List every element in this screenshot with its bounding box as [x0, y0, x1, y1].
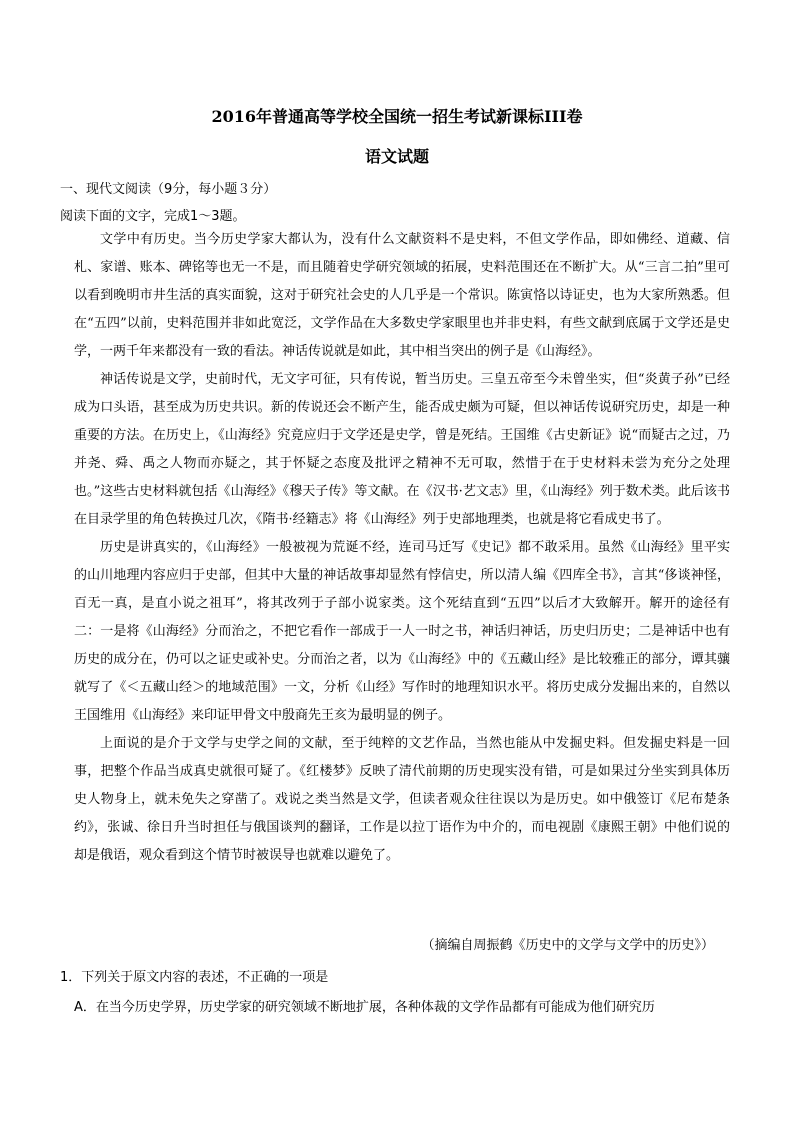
passage-paragraph: 神话传说是文学，史前时代，无文字可征，只有传说，暂当历史。三皇五帝至今未曾坐实，但“炎黄子孙”已经成为口头语，甚至成为历史共识。新的传说还会不断产生，能否成史颇为可疑，但以神话传说研究历史，却是一种重要的方法。在历史上，《山海经》究竟应归于文学还是史学，曾是死结。王国维《古史新证》说“而疑古之过，乃并尧、舜、禹之人物而亦疑之，其于怀疑之态度及批评之精神不无可取，然惜于在于史材料未尝为充分之处理也。”这些古史材料就包括《山海经》《穆天子传》等文献。在《汉书·艺文志》里，《山海经》列于数术类。此后该书在目录学里的角色转换过几次，《隋书·经籍志》将《山海经》列于史部地理类，也就是将它看成史书了。 — [74, 372, 730, 527]
exam-subtitle: 语文试题 — [364, 147, 429, 166]
exam-title: 2016年普通高等学校全国统一招生考试新课标III卷 — [211, 107, 583, 126]
passage-paragraph: 文学中有历史。当今历史学家大都认为，没有什么文献资料不是史料，不但文学作品，即如佛经、道藏、信札、家谱、账本、碑铭等也无一不是，而且随着史学研究领域的拓展，史料范围还在不断扩大。从“三言二拍”里可以看到晚明市井生活的真实面貌，这对于研究社会史的人几乎是一个常识。陈寅恪以诗证史，也为大家所熟悉。但在“五四”以前，史料范围并非如此宽泛，文学作品在大多数史学家眼里也并非史料，有些文献到底属于文学还是史学，一两千年来都没有一致的看法。神话传说就是如此，其中相当突出的例子是《山海经》。 — [74, 232, 730, 359]
question-1-stem: 1．下列关于原文内容的表述，不正确的一项是 — [60, 970, 329, 985]
section-instruction: 阅读下面的文字，完成1～3题。 — [60, 209, 246, 224]
question-1-option-a: A．在当今历史学界，历史学家的研究领域不断地扩展，各种体裁的文学作品都有可能成为他们研究历 — [74, 1000, 655, 1015]
reading-passage — [74, 226, 730, 870]
passage-paragraph: 上面说的是介于文学与史学之间的文献，至于纯粹的文艺作品，当然也能从中发掘史料。但发掘史料是一回事，把整个作品当成真史就很可疑了。《红楼梦》反映了清代前期的历史现实没有错，可是如果过分坐实到具体历史人物身上，就未免失之穿凿了。戏说之类当然是文学，但读者观众往往误以为是历史。如中俄签订《尼布楚条约》，张诚、徐日升当时担任与俄国谈判的翻译，工作是以拉丁语作为中介的，而电视剧《康熙王朝》中他们说的却是俄语，观众看到这个情节时被误导也就难以避免了。 — [74, 736, 730, 863]
passage-source: （摘编自周振鹤《历史中的文学与文学中的历史》） — [421, 938, 714, 953]
passage-paragraph: 历史是讲真实的，《山海经》一般被视为荒诞不经，连司马迁写《史记》都不敢采用。虽然《山海经》里平实的山川地理内容应归于史部，但其中大量的神话故事却显然有悖信史，所以清人编《四库全书》，言其“侈谈神怪，百无一真，是直小说之祖耳”，将其改列于子部小说家类。这个死结直到“五四”以后才大致解开。解开的途径有二：一是将《山海经》分而治之，不把它看作一部成于一人一时之书，神话归神话，历史归历史；二是神话中也有历史的成分在，仍可以之证史或补史。分而治之者，以为《山海经》中的《五藏山经》是比较雅正的部分，谭其骧就写了《＜五藏山经＞的地域范围》一文，分析《山经》写作时的地理知识水平。将历史成分发掘出来的，自然以王国维用《山海经》来印证甲骨文中殷商先王亥为最明显的例子。 — [74, 540, 730, 723]
section-heading: 一、现代文阅读（9分，每小题３分） — [60, 182, 277, 197]
